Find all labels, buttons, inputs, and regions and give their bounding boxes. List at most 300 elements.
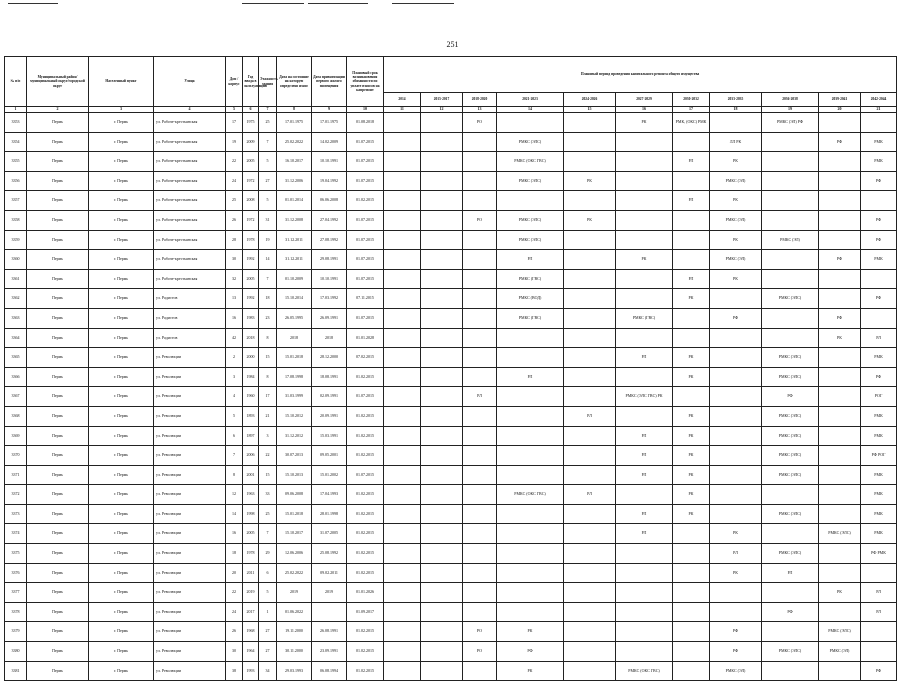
date-condition-cell: 15.10.2013 [277,465,312,485]
deadline-cell: 01.02.2015 [347,406,384,426]
period-cell [421,230,463,250]
column-number: 19 [762,107,819,113]
period-cell [384,622,421,642]
period-cell [710,289,762,309]
period-cell: РЛ [616,504,673,524]
period-cell: РЛ [564,485,616,505]
table-row [5,308,897,328]
house-cell: 12 [226,485,243,505]
period-cell: РМК [861,406,897,426]
date-condition-cell: 31.12.2006 [277,171,312,191]
period-cell [421,406,463,426]
period-cell [564,250,616,270]
period-cell: РМКС (ЭЛС) [497,132,564,152]
street-cell: ул. Революции [154,367,226,387]
floors-cell: 29 [259,544,277,564]
date-privatization-cell: 27.08.1992 [312,230,347,250]
period-cell [762,328,819,348]
period-cell: РМКС (ЭЛС) [497,171,564,191]
period-cell: РФ [861,367,897,387]
period-cell [384,132,421,152]
settlement-cell: г. Пермь [89,132,154,152]
settlement-cell: г. Пермь [89,348,154,368]
street-cell: ул. Рабоче-крестьянская [154,230,226,250]
period-cell: РМКС (ОКС ГВС) [497,485,564,505]
period-cell [710,485,762,505]
period-cell: РЛ [861,328,897,348]
header-period: 2039-2041 [819,93,861,107]
row-number: 3374 [5,524,27,544]
floors-cell: 25 [259,504,277,524]
period-cell [616,563,673,583]
period-cell: РК [819,583,861,603]
column-number: 6 [243,107,259,113]
year-cell: 2005 [243,524,259,544]
year-cell: 1984 [243,367,259,387]
house-cell: 14 [226,504,243,524]
date-condition-cell: 01.01.2014 [277,191,312,211]
street-cell: ул. Рабоче-крестьянская [154,269,226,289]
deadline-cell: 01.02.2015 [347,524,384,544]
period-cell [421,171,463,191]
period-cell: РК [710,524,762,544]
period-cell [710,426,762,446]
period-cell [819,269,861,289]
district-cell: Пермь [27,348,89,368]
date-privatization-cell: 14.02.2009 [312,132,347,152]
period-cell [384,152,421,172]
period-cell [384,504,421,524]
year-cell: 1993 [243,661,259,681]
date-condition-cell: 30.11.2000 [277,642,312,662]
street-cell: ул. Радистов [154,308,226,328]
period-cell: РМК [861,524,897,544]
row-number: 3367 [5,387,27,407]
street-cell: ул. Революции [154,602,226,622]
floors-cell: 31 [259,210,277,230]
period-cell [564,563,616,583]
district-cell: Пермь [27,661,89,681]
header-year-built: Год ввода в эксплуатацию [243,57,259,107]
period-cell: РЛ [616,348,673,368]
top-rule-far [392,3,454,4]
period-cell: РФ [819,308,861,328]
period-cell: РФ [861,210,897,230]
period-cell [710,504,762,524]
column-number: 21 [861,107,897,113]
period-cell: РМКС (ЭЛ) [819,642,861,662]
table-row [5,622,897,642]
period-cell [861,269,897,289]
year-cell: 1963 [243,485,259,505]
year-cell: 1972 [243,210,259,230]
house-cell: 30 [226,250,243,270]
table-row [5,406,897,426]
period-cell [384,230,421,250]
table-row [5,387,897,407]
period-cell [497,583,564,603]
table-row [5,504,897,524]
period-cell: РК [673,406,710,426]
settlement-cell: г. Пермь [89,269,154,289]
house-cell: 32 [226,269,243,289]
deadline-cell: 01.07.2015 [347,132,384,152]
street-cell: ул. Революции [154,583,226,603]
period-cell [421,210,463,230]
table-row [5,210,897,230]
period-cell [616,171,673,191]
period-cell [564,191,616,211]
settlement-cell: г. Пермь [89,152,154,172]
district-cell: Пермь [27,446,89,466]
period-cell [463,426,497,446]
table-row [5,348,897,368]
period-cell: РМК [861,426,897,446]
house-cell: 18 [226,544,243,564]
period-cell: РК [616,250,673,270]
street-cell: ул. Революции [154,661,226,681]
period-cell: РЛ [463,387,497,407]
row-number: 3368 [5,406,27,426]
period-cell: РФ [762,387,819,407]
period-cell [673,387,710,407]
period-cell: РК [673,289,710,309]
table-row [5,152,897,172]
district-cell: Пермь [27,485,89,505]
period-cell [710,465,762,485]
date-privatization-cell: 25.08.1992 [312,544,347,564]
period-cell [762,132,819,152]
period-cell [384,387,421,407]
period-cell [673,544,710,564]
period-cell [463,171,497,191]
period-cell: РК [673,446,710,466]
period-cell [819,289,861,309]
date-privatization-cell: 26.08.1991 [312,622,347,642]
column-number: 20 [819,107,861,113]
table-row [5,485,897,505]
period-cell: РК [673,367,710,387]
period-cell [819,544,861,564]
period-cell: РЛ [616,524,673,544]
date-condition-cell: 31.12.2008 [277,210,312,230]
floors-cell: 14 [259,250,277,270]
house-cell: 6 [226,426,243,446]
period-cell [673,328,710,348]
row-number: 3360 [5,250,27,270]
deadline-cell: 01.07.2015 [347,308,384,328]
deadline-cell: 01.07.2015 [347,171,384,191]
date-condition-cell: 31.03.1999 [277,387,312,407]
deadline-cell: 01.02.2015 [347,485,384,505]
period-cell [564,230,616,250]
period-cell: РЛ [673,191,710,211]
period-cell [819,661,861,681]
column-number: 3 [89,107,154,113]
period-cell [421,642,463,662]
period-cell: РМКС (ЭЛС) [762,348,819,368]
district-cell: Пермь [27,524,89,544]
table-row [5,171,897,191]
period-cell [384,544,421,564]
period-cell [819,602,861,622]
period-cell [861,113,897,133]
period-cell: РЛ [762,563,819,583]
period-cell: РФ [861,171,897,191]
date-privatization-cell: 02.09.1991 [312,387,347,407]
top-rule-mid [242,3,304,4]
period-cell [564,504,616,524]
date-condition-cell: 2018 [277,328,312,348]
period-cell: РО [463,622,497,642]
deadline-cell: 01.02.2015 [347,191,384,211]
floors-cell: 7 [259,524,277,544]
settlement-cell: г. Пермь [89,504,154,524]
header-period: 2021-2023 [497,93,564,107]
date-condition-cell: 15.10.2012 [277,406,312,426]
row-number: 3355 [5,152,27,172]
column-number: 5 [226,107,243,113]
table-row [5,250,897,270]
settlement-cell: г. Пермь [89,426,154,446]
deadline-cell: 01.02.2015 [347,642,384,662]
period-cell: РЛ [673,152,710,172]
house-cell: 26 [226,622,243,642]
period-cell [421,308,463,328]
settlement-cell: г. Пермь [89,563,154,583]
column-number: 16 [616,107,673,113]
period-cell [497,387,564,407]
date-condition-cell: 16.10.2017 [277,152,312,172]
period-cell: РК [710,191,762,211]
period-cell: РЛ [616,426,673,446]
period-cell: РФ [710,622,762,642]
house-cell: 16 [226,308,243,328]
row-number: 3377 [5,583,27,603]
table-row [5,230,897,250]
period-cell: РМКС (ЭЛ) [710,661,762,681]
period-cell [421,269,463,289]
header-deadline: Плановый срок возникновения обязанности по уплате взносов на капремонт [347,57,384,107]
period-cell [384,426,421,446]
header-date-condition: Дата на состояние на которую определено износ [277,57,312,107]
period-cell [463,524,497,544]
period-cell [463,191,497,211]
street-cell: ул. Революции [154,524,226,544]
date-condition-cell: 15.10.2014 [277,289,312,309]
period-cell [673,308,710,328]
year-cell: 2006 [243,446,259,466]
period-cell [421,426,463,446]
year-cell: 2019 [243,583,259,603]
street-cell: ул. Рабоче-крестьянская [154,171,226,191]
top-rule-right [308,3,368,4]
header-period: 2024-2026 [564,93,616,107]
deadline-cell: 01.02.2015 [347,446,384,466]
period-cell: РК [564,210,616,230]
period-cell [710,583,762,603]
period-cell [384,210,421,230]
row-number: 3359 [5,230,27,250]
date-condition-cell: 09.06.2008 [277,485,312,505]
floors-cell: 23 [259,308,277,328]
date-condition-cell: 01.10.2009 [277,269,312,289]
settlement-cell: г. Пермь [89,465,154,485]
period-cell [762,171,819,191]
period-cell: РК [673,426,710,446]
period-cell: РО [463,210,497,230]
settlement-cell: г. Пермь [89,661,154,681]
period-cell: РМКС (ЭЛС) [497,210,564,230]
period-cell [421,387,463,407]
period-cell [384,269,421,289]
period-cell [463,465,497,485]
settlement-cell: г. Пермь [89,308,154,328]
year-cell: 2005 [243,152,259,172]
period-cell [384,602,421,622]
street-cell: ул. Рабоче-крестьянская [154,132,226,152]
period-cell [421,563,463,583]
period-cell [421,250,463,270]
period-cell: РМКС (ГВС) [497,269,564,289]
street-cell: ул. Рабоче-крестьянская [154,210,226,230]
date-privatization-cell: 17.04.1993 [312,485,347,505]
period-cell [463,563,497,583]
period-cell [497,406,564,426]
period-cell [762,485,819,505]
period-cell [564,367,616,387]
period-cell: РФ РОГ [861,446,897,466]
date-condition-cell: 15.10.2017 [277,524,312,544]
row-number: 3375 [5,544,27,564]
period-cell [463,661,497,681]
table-row [5,426,897,446]
period-cell: РМКС (ЭЛ) РФ [762,113,819,133]
period-cell [564,622,616,642]
period-cell: РФ РМК [861,544,897,564]
street-cell: ул. Революции [154,426,226,446]
period-cell: РМК [861,504,897,524]
period-cell [710,406,762,426]
date-condition-cell: 15.01.2018 [277,504,312,524]
floors-cell: 19 [259,230,277,250]
table-row [5,544,897,564]
header-planned-period: Плановый период проведения капитального ремонта общего имущества [384,57,897,93]
period-cell: РО [463,642,497,662]
period-cell: РЛ [861,602,897,622]
period-cell [497,426,564,446]
period-cell [421,367,463,387]
header-period: 2033-2035 [710,93,762,107]
table-row [5,113,897,133]
row-number: 3380 [5,642,27,662]
period-cell: РЛ [564,406,616,426]
period-cell [384,446,421,466]
capital-repair-table [4,56,897,681]
period-cell [819,465,861,485]
period-cell [710,328,762,348]
period-cell [616,622,673,642]
table-row [5,465,897,485]
period-cell [421,602,463,622]
district-cell: Пермь [27,406,89,426]
period-cell [673,171,710,191]
period-cell [673,210,710,230]
period-cell [819,171,861,191]
row-number: 3357 [5,191,27,211]
period-cell [564,328,616,348]
year-cell: 2009 [243,132,259,152]
deadline-cell: 01.02.2015 [347,504,384,524]
period-cell [819,367,861,387]
period-cell: РК [710,563,762,583]
period-cell: РМКС (ОКС ГВС) [497,152,564,172]
period-cell [616,544,673,564]
period-cell: РМК [861,348,897,368]
period-cell [384,289,421,309]
floors-cell: 8 [259,328,277,348]
street-cell: ул. Революции [154,446,226,466]
period-cell [463,485,497,505]
district-cell: Пермь [27,113,89,133]
header-street: Улица [154,57,226,107]
period-cell: РМК, (ОКС) РМК [673,113,710,133]
period-cell [762,622,819,642]
period-cell [384,661,421,681]
period-cell [861,563,897,583]
period-cell: РЛ [616,465,673,485]
floors-cell: 33 [259,485,277,505]
row-number: 3354 [5,132,27,152]
row-number: 3363 [5,308,27,328]
date-privatization-cell: 15.01.2002 [312,465,347,485]
table-row [5,602,897,622]
period-cell: РМКС (ЭЛС) [762,642,819,662]
floors-cell: 1 [259,602,277,622]
period-cell: РФ [861,230,897,250]
period-cell [616,152,673,172]
date-condition-cell: 26.05.1995 [277,308,312,328]
period-cell [673,642,710,662]
street-cell: ул. Революции [154,544,226,564]
street-cell: ул. Революции [154,348,226,368]
deadline-cell: 01.07.2015 [347,250,384,270]
period-cell: РМКС (ЭЛС) [762,406,819,426]
period-cell [463,328,497,348]
header-period: 2030-2032 [673,93,710,107]
date-condition-cell: 2019 [277,583,312,603]
period-cell [673,132,710,152]
date-condition-cell: 25.02.2022 [277,563,312,583]
period-cell [616,583,673,603]
period-cell [564,289,616,309]
header-house: Дом / корпус [226,57,243,107]
table-row [5,583,897,603]
period-cell: РЛ [616,446,673,466]
year-cell: 2005 [243,269,259,289]
column-number: 15 [564,107,616,113]
street-cell: ул. Рабоче-крестьянская [154,152,226,172]
header-period: 2042-2044 [861,93,897,107]
row-number: 3366 [5,367,27,387]
period-cell [564,465,616,485]
period-cell [384,524,421,544]
district-cell: Пермь [27,171,89,191]
page-number: 251 [446,40,459,49]
date-privatization-cell: 20.09.1991 [312,406,347,426]
period-cell: РМКС (ЭЛ) [710,210,762,230]
district-cell: Пермь [27,426,89,446]
